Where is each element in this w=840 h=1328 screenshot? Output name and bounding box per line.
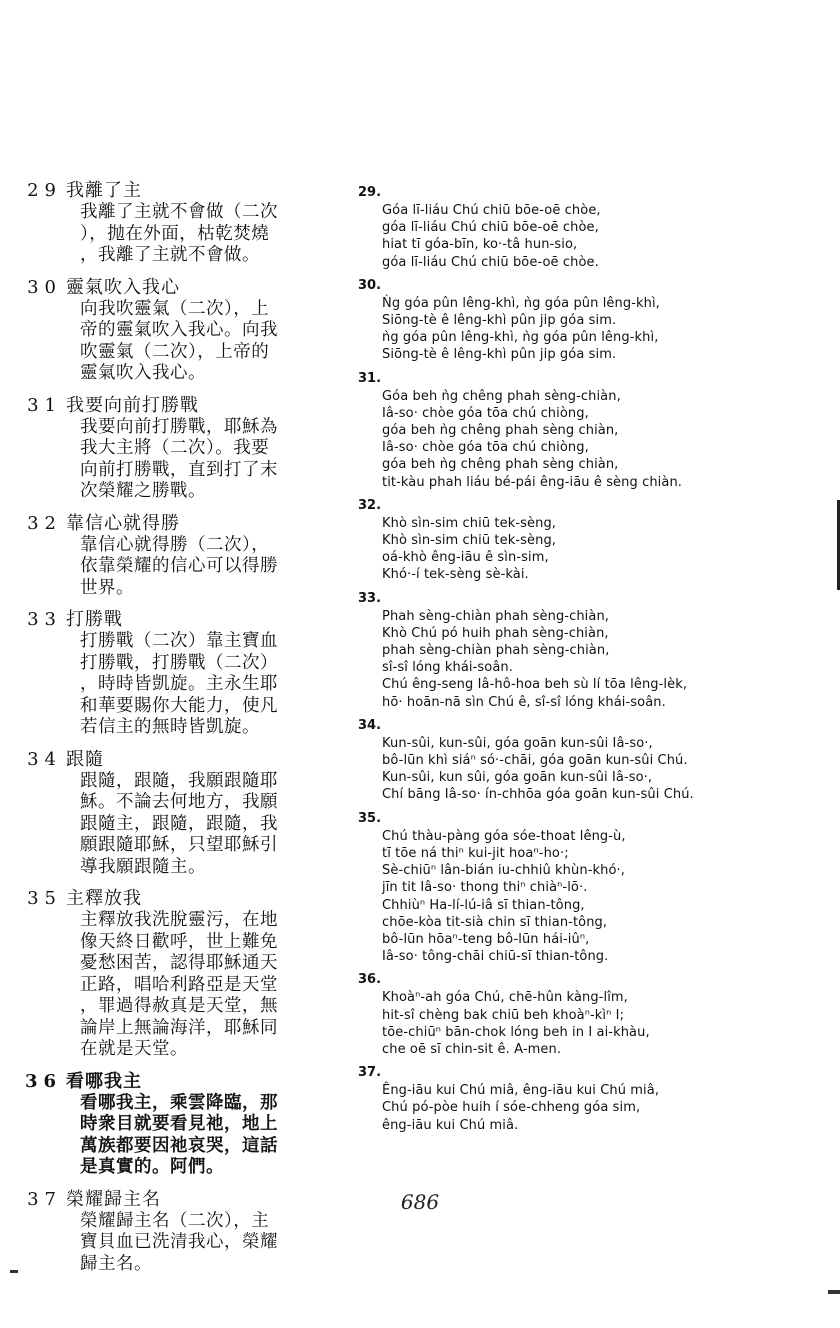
romanized-lyric-line: Chhiùⁿ Ha-lí-lú-iâ sī thian-tông, (382, 897, 585, 913)
romanized-hymn-entry (358, 370, 788, 491)
romanized-lyric-line: Siōng-tè ê lêng-khì pûn jip góa sim. (382, 313, 617, 329)
chinese-lyric-line: 導我願跟隨主。 (80, 856, 206, 877)
romanized-lyric-line: Chú pó-pòe huih í sóe-chheng góa sim, (382, 1100, 641, 1116)
romanized-lyric-line: Góa beh ǹg chêng phah sèng-chiàn, (382, 388, 621, 404)
romanized-lyric-line: Chú thàu-pàng góa sóe-thoat lêng-ù, (382, 828, 626, 844)
hymn-number: 32. (358, 497, 382, 513)
chinese-hymn-heading (18, 180, 348, 202)
chinese-hymn-entry (18, 395, 348, 503)
romanized-hymn-entry (358, 184, 788, 271)
romanized-lyric-line: che oē sī chin-sit ê. A-men. (382, 1041, 562, 1057)
romanized-lyric-line: tī tōe ná thiⁿ kui-jit hoaⁿ-ho·; (382, 845, 569, 861)
chinese-lyric-line: 願跟隨耶穌，只望耶穌引 (80, 835, 278, 855)
romanized-hymn-entry (358, 277, 788, 364)
chinese-lyric-line: ，時時皆凱旋。主永生耶 (80, 674, 278, 694)
romanized-hymn-entry (358, 497, 788, 584)
romanized-lyric-line: Chí bāng Iâ-so· ín-chhōa góa goān kun-sûi Chú. (382, 787, 694, 803)
chinese-lyric-line: 若信主的無時皆凱旋。 (80, 717, 260, 737)
hymn-number: 36. (358, 972, 382, 988)
chinese-hymn-heading (18, 513, 348, 535)
hymn-number: 32 (27, 512, 62, 534)
hymn-number: 29. (358, 185, 382, 200)
hymn-number: 35 (27, 888, 62, 909)
romanized-lyric-line: Khò sìn-sim chiū tek-sèng, (382, 515, 557, 531)
hymn-title: 榮耀歸主名 (66, 1188, 161, 1210)
scan-edge-mark (828, 1290, 840, 1294)
romanized-lyric-line: bô-lūn hōaⁿ-teng bô-lūn hái-iûⁿ, (382, 931, 590, 947)
chinese-lyric-line: 寶貝血已洗清我心，榮耀 (80, 1232, 278, 1252)
romanized-lyric-line: hō· hoān-nā sìn Chú ê, sî-sî lóng khái-soân. (382, 694, 666, 710)
chinese-lyric-line: 我離了主就不會做（二次 (80, 202, 278, 222)
hymn-number: 33 (27, 609, 62, 630)
hymn-title: 我離了主 (66, 180, 142, 201)
chinese-lyric-line: 歸主名。 (80, 1253, 152, 1274)
romanized-lyric-line: chōe-kòa tit-sià chin sī thian-tông, (382, 914, 608, 930)
hymn-number: 34. (358, 717, 382, 733)
chinese-lyric-line: ，罪過得赦真是天堂，無 (80, 996, 278, 1016)
hymn-title: 跟隨 (66, 748, 104, 770)
chinese-hymn-entry (18, 1071, 348, 1179)
chinese-lyric-line: 吹靈氣（二次），上帝的 (80, 341, 270, 362)
chinese-lyric-line: 世界。 (80, 577, 134, 598)
chinese-hymn-entry (18, 609, 348, 739)
chinese-hymn-entry (18, 513, 348, 600)
scan-edge-mark (10, 1270, 18, 1273)
romanized-lyric-line: Ǹg góa pûn lêng-khì, ǹg góa pûn lêng-khì, (382, 295, 660, 311)
romanized-hymn-entry (358, 1064, 788, 1134)
hymn-title: 我要向前打勝戰 (66, 394, 199, 416)
chinese-lyric-line: 跟隨主，跟隨，跟隨，我 (80, 813, 278, 834)
romanized-lyric-line: Êng-iāu kui Chú miâ, êng-iāu kui Chú miâ, (382, 1083, 660, 1099)
chinese-lyric-line: 我要向前打勝戰，耶穌為 (80, 416, 278, 437)
romanized-lyric-line: Iâ-so· chòe góa tōa chú chiòng, (382, 440, 589, 456)
romanized-hymn-entry (358, 810, 788, 966)
hymn-title: 打勝戰 (66, 609, 123, 630)
chinese-lyric-line: 向我吹靈氣（二次），上 (80, 298, 270, 319)
chinese-lyric-line: 打勝戰（二次）靠主寶血 (80, 631, 278, 651)
chinese-hymn-entry (18, 277, 348, 385)
hymn-title: 靠信心就得勝 (66, 512, 180, 534)
romanized-hymn-entry (358, 971, 788, 1058)
chinese-lyric-line: 帝的靈氣吹入我心。向我 (80, 320, 278, 340)
chinese-lyric-line: 像天終日歡呼，世上難免 (80, 931, 278, 952)
romanized-lyric-line: ǹg góa pûn lêng-khì, ǹg góa pûn lêng-khì, (382, 330, 659, 346)
chinese-lyric-line: 看哪我主，乘雲降臨，那 (80, 1092, 278, 1113)
chinese-lyric-line: 時衆目就要看見祂，地上 (80, 1114, 278, 1134)
chinese-hymn-entry (18, 888, 348, 1061)
romanized-hymn-entry (358, 590, 788, 711)
chinese-lyric-line: ），抛在外面，枯乾焚燒 (80, 223, 270, 244)
romanized-lyric-line: Khò sìn-sim chiū tek-sèng, (382, 533, 557, 549)
chinese-hymn-entry (18, 749, 348, 879)
chinese-lyric-line: 穌。不論去何地方，我願 (80, 792, 278, 812)
romanized-lyric-line: sî-sî lóng khái-soân. (382, 660, 513, 676)
romanized-lyric-line: Khoàⁿ-ah góa Chú, chē-hûn kàng-lîm, (382, 990, 628, 1006)
romanized-lyric-line: bô-lūn khì siáⁿ só·-chāi, góa goān kun-sûi Chú. (382, 753, 688, 769)
romanized-lyric-line: tit-kàu phah liáu bé-pái êng-iāu ê sèng chiàn. (382, 474, 683, 490)
romanized-lyric-line: góa lī-liáu Chú chiū bōe-oē chòe. (382, 254, 599, 270)
romanized-lyrics-column (358, 184, 788, 1140)
romanized-lyric-line: Khò Chú pó huih phah sèng-chiàn, (382, 625, 609, 641)
hymn-number: 29 (27, 180, 62, 201)
chinese-lyric-line: 論岸上無論海洋，耶穌同 (80, 1017, 278, 1038)
hymn-number: 30. (358, 277, 382, 293)
chinese-lyric-line: 打勝戰，打勝戰（二次） (80, 652, 278, 673)
romanized-lyric-line: phah sèng-chiàn phah sèng-chiàn, (382, 643, 610, 659)
chinese-lyric-line: 榮耀歸主名（二次），主 (80, 1210, 270, 1231)
romanized-lyric-line: tōe-chiūⁿ bān-chok lóng beh in I ai-khàu, (382, 1024, 650, 1040)
chinese-lyric-line: 是真實的。阿們。 (80, 1157, 224, 1177)
hymn-title: 看哪我主 (66, 1070, 142, 1092)
chinese-lyric-line: 主釋放我洗脫靈污，在地 (80, 910, 278, 930)
chinese-lyric-line: 跟隨，跟隨，我願跟隨耶 (80, 770, 278, 791)
hymn-number: 33. (358, 590, 382, 606)
hymn-number: 31. (358, 370, 382, 386)
romanized-lyric-line: hiat tī góa-bīn, ko·-tâ hun-sio, (382, 237, 578, 253)
chinese-lyric-line: 萬族都要因祂哀哭，這話 (80, 1135, 278, 1156)
chinese-lyrics-column (18, 180, 348, 1285)
chinese-hymn-heading (18, 395, 348, 417)
romanized-lyric-line: Khó·-í tek-sèng sè-kài. (382, 567, 529, 583)
hymn-title: 靈氣吹入我心 (66, 276, 180, 298)
romanized-lyric-line: góa beh ǹg chêng phah sèng chiàn, (382, 423, 619, 439)
chinese-lyric-line: 次榮耀之勝戰。 (80, 481, 206, 501)
hymn-number: 37. (358, 1065, 382, 1081)
hymn-number: 31 (27, 394, 62, 416)
chinese-lyric-line: 憂愁困苦，認得耶穌通天 (80, 953, 278, 973)
romanized-lyric-line: Kun-sûi, kun-sûi, góa goān kun-sûi Iâ-so·, (382, 735, 653, 751)
page-number: 686 (400, 1190, 440, 1214)
chinese-hymn-heading (18, 1071, 348, 1093)
hymn-number: 37 (27, 1188, 62, 1210)
romanized-lyric-line: Iâ-so· chòe góa tōa chú chiòng, (382, 405, 589, 421)
romanized-lyric-line: Sè-chiūⁿ lân-bián iu-chhiû khùn-khó·, (382, 863, 625, 879)
romanized-lyric-line: Iâ-so· tông-chāi chiū-sī thian-tông. (382, 949, 609, 965)
chinese-lyric-line: 靈氣吹入我心。 (80, 363, 206, 383)
chinese-lyric-line: 向前打勝戰，直到打了末 (80, 459, 278, 480)
romanized-lyric-line: oá-khò êng-iāu ê sìn-sim, (382, 550, 549, 566)
chinese-lyric-line: 靠信心就得勝（二次）， (80, 534, 270, 555)
romanized-lyric-line: Siōng-tè ê lêng-khì pûn jip góa sim. (382, 347, 617, 363)
hymn-number: 34 (27, 748, 62, 770)
chinese-lyric-line: 和華要賜你大能力，使凡 (80, 695, 278, 716)
romanized-lyric-line: êng-iāu kui Chú miâ. (382, 1117, 519, 1133)
romanized-lyric-line: góa lī-liáu Chú chiū bōe-oē chòe, (382, 220, 599, 236)
romanized-lyric-line: Phah sèng-chiàn phah sèng-chiàn, (382, 608, 610, 624)
chinese-hymn-heading (18, 749, 348, 771)
romanized-lyric-line: Chú êng-seng Iâ-hô-hoa beh sù lí tōa lêng-lèk, (382, 677, 688, 693)
romanized-lyric-line: Góa lī-liáu Chú chiū bōe-oē chòe, (382, 203, 601, 218)
chinese-hymn-entry (18, 180, 348, 267)
romanized-lyric-line: góa beh ǹg chêng phah sèng chiàn, (382, 457, 619, 473)
romanized-hymn-entry (358, 717, 788, 804)
hymn-number: 36 (24, 1070, 62, 1092)
chinese-lyric-line: 正路，唱哈利路亞是天堂 (80, 974, 278, 995)
romanized-lyric-line: jīn tit Iâ-so· thong thiⁿ chiàⁿ-lō·. (382, 880, 588, 896)
romanized-lyric-line: hit-sî chèng bak chiū beh khoàⁿ-kìⁿ I; (382, 1007, 625, 1023)
hymn-number: 30 (27, 276, 62, 298)
hymn-title: 主釋放我 (66, 888, 142, 909)
chinese-hymn-heading (18, 609, 348, 631)
chinese-lyric-line: ，我離了主就不會做。 (80, 245, 260, 265)
chinese-hymn-heading (18, 888, 348, 910)
chinese-lyric-line: 在就是天堂。 (80, 1039, 188, 1059)
hymn-number: 35. (358, 810, 382, 826)
romanized-lyric-line: Kun-sûi, kun sûi, góa goān kun-sûi Iâ-so·, (382, 770, 653, 786)
chinese-lyric-line: 依靠榮耀的信心可以得勝 (80, 556, 278, 576)
chinese-hymn-heading (18, 277, 348, 299)
chinese-lyric-line: 我大主將（二次）。我要 (80, 438, 270, 458)
